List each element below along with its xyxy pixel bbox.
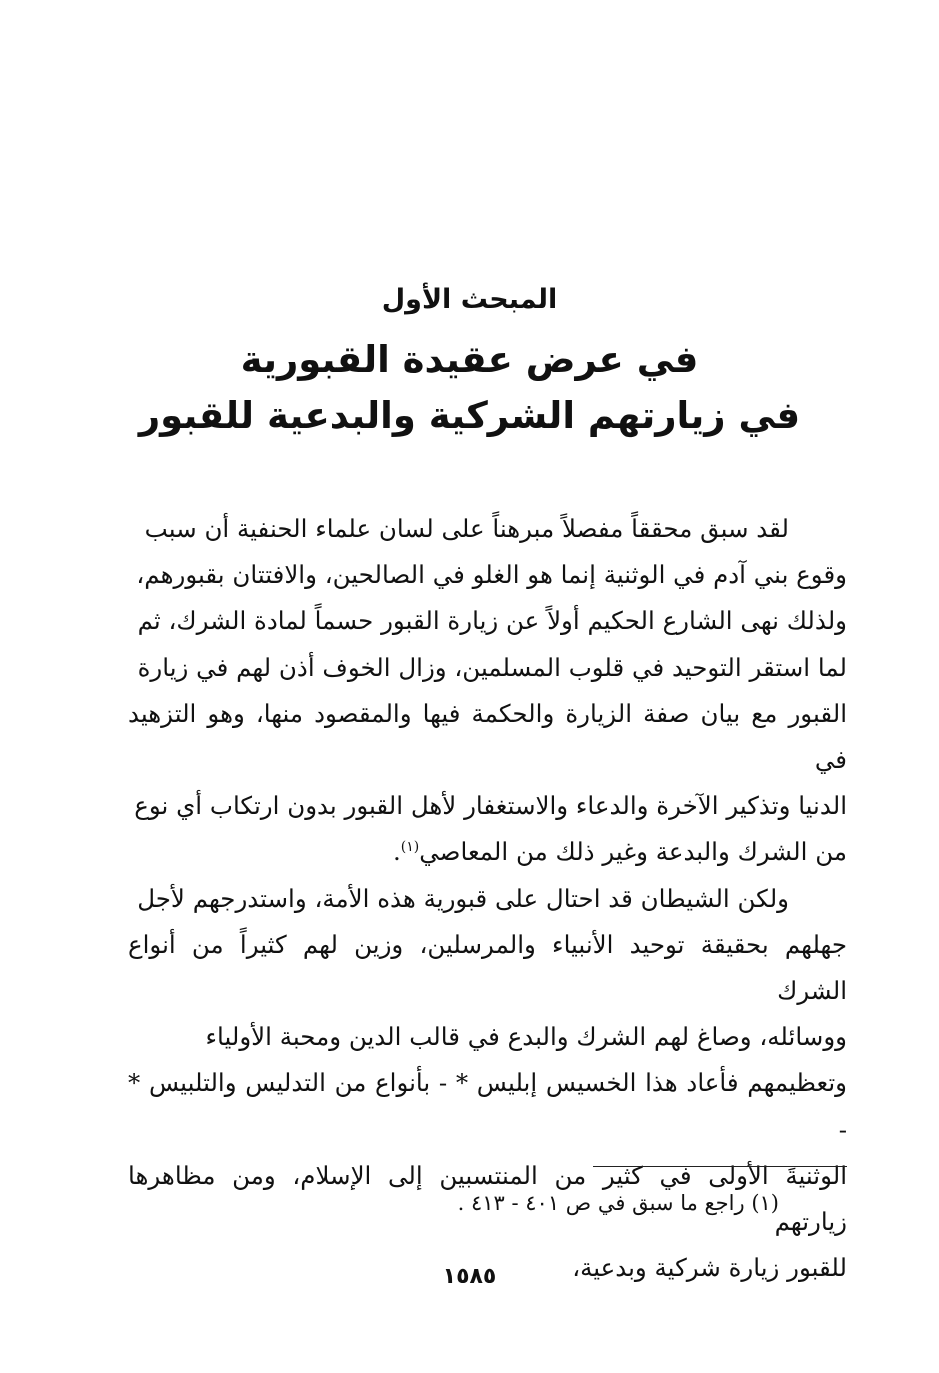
chapter-heading	[120, 284, 819, 444]
paragraph-1-end-mark: .	[392, 837, 401, 867]
paragraph-1-line: لما استقر التوحيد في قلوب المسلمين، وزال الخوف أذن لهم في زيارة	[137, 652, 847, 682]
body-text	[128, 506, 847, 1291]
paragraph-1-last-line-text: من الشرك والبدعة وغير ذلك من المعاصي	[419, 837, 847, 867]
paragraph-1-line: وقوع بني آدم في الوثنية إنما هو الغلو في الصالحين، والافتتان بقبورهم،	[136, 560, 847, 590]
paragraph-2-line: الوثنيةَ الأولى في كثير من المنتسبين إلى الإسلام، ومن مظاهرها زيارتهم	[128, 1160, 847, 1237]
section-label: المبحث الأول	[381, 284, 558, 315]
paragraph-2-line: ولكن الشيطان قد احتال على قبورية هذه الأمة، واستدرجهم لأجل	[137, 883, 789, 913]
heading-title-line-1: في عرض عقيدة القبورية	[240, 338, 699, 381]
paragraph-2-line: للقبور زيارة شركية وبدعية،	[572, 1253, 847, 1283]
paragraph-2-line: وتعظيمهم فأعاد هذا الخسيس إبليس * - بأنواع من التدليس والتلبيس * -	[128, 1068, 847, 1144]
paragraph-2-line: ووسائله، وصاغ لهم الشرك والبدع في قالب الدين ومحبة الأولياء	[205, 1022, 847, 1052]
footnote-marker: (١)	[400, 839, 420, 856]
page-number: ١٥٨٥	[442, 1264, 497, 1289]
footnote: (١) راجع ما سبق في ص ٤٠١ - ٤١٣ .	[457, 1191, 779, 1215]
paragraph-1-last-line	[128, 829, 847, 875]
paragraph-1-line: ولذلك نهى الشارع الحكيم أولاً عن زيارة القبور حسماً لمادة الشرك، ثم	[137, 606, 847, 636]
paragraph-1-line: الدنيا وتذكير الآخرة والدعاء والاستغفار لأهل القبور بدون ارتكاب أي نوع	[134, 791, 847, 821]
paragraph-1-line: القبور مع بيان صفة الزيارة والحكمة فيها والمقصود منها، وهو التزهيد في	[128, 698, 847, 775]
paragraph-2-line: جهلهم بحقيقة توحيد الأنبياء والمرسلين، وزين لهم كثيراً من أنواع الشرك	[128, 929, 847, 1006]
heading-title-line-2: في زيارتهم الشركية والبدعية للقبور	[138, 394, 801, 437]
paragraph-1-line: لقد سبق محققاً مفصلاً مبرهناً على لسان علماء الحنفية أن سبب	[144, 514, 789, 543]
footnote-divider	[593, 1166, 847, 1167]
